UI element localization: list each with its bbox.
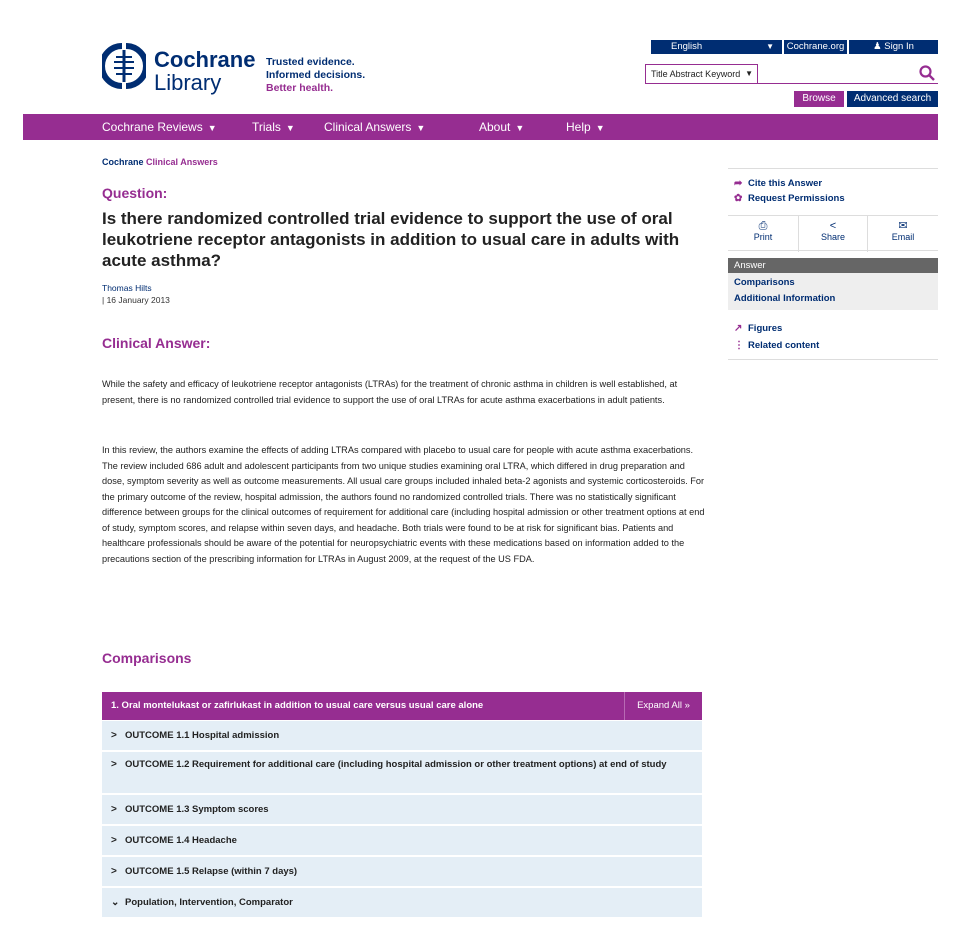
outcome-label: OUTCOME 1.1 Hospital admission — [125, 730, 280, 741]
clinical-answer-heading: Clinical Answer: — [102, 335, 211, 351]
language-selector[interactable] — [651, 40, 782, 54]
related-content-link[interactable] — [734, 340, 819, 351]
sidebar-section-nav — [728, 258, 938, 310]
sidebar-actions — [728, 215, 938, 251]
nav-label: Cochrane Reviews — [102, 120, 203, 134]
chevron-right-icon: > — [111, 804, 117, 815]
share-button[interactable] — [798, 216, 868, 252]
outcome-row-1-1[interactable] — [102, 721, 702, 751]
permissions-label: Request Permissions — [748, 193, 845, 204]
comparisons-heading: Comparisons — [102, 650, 192, 666]
sidebar-item-comparisons[interactable]: Comparisons — [734, 277, 795, 288]
print-label: Print — [753, 232, 773, 242]
browse-button[interactable]: Browse — [794, 91, 844, 107]
chevron-right-icon: > — [111, 866, 117, 877]
chevron-down-icon: ⌄ — [111, 897, 120, 908]
caret-down-icon: ▼ — [416, 123, 426, 133]
advanced-search-button[interactable]: Advanced search — [847, 91, 938, 107]
outcome-row-1-5[interactable] — [102, 857, 702, 887]
share-label: Share — [820, 232, 846, 242]
cochrane-logo-icon — [102, 42, 146, 90]
cochrane-org-link[interactable]: Cochrane.org ⧉ — [784, 40, 847, 54]
sign-in-label: Sign In — [884, 41, 914, 52]
outcome-label: Population, Intervention, Comparator — [125, 897, 293, 908]
email-label: Email — [891, 232, 915, 242]
main-nav — [23, 114, 938, 140]
share-arrow-icon: ➦ — [734, 178, 743, 189]
nav-about[interactable] — [479, 114, 524, 140]
language-label: English — [671, 41, 703, 52]
figures-label: Figures — [748, 323, 783, 334]
question-label: Question: — [102, 185, 168, 201]
outcome-label: OUTCOME 1.2 Requirement for additional care (including hospital admission or other treatment options) at end of study — [125, 759, 667, 770]
permissions-icon: ✿ — [734, 193, 743, 204]
cite-this-answer-link[interactable] — [734, 178, 822, 189]
nav-help[interactable] — [566, 114, 605, 140]
sign-in-link[interactable] — [849, 40, 938, 54]
chevron-right-icon: > — [111, 835, 117, 846]
search-type-label: Title Abstract Keyword — [651, 69, 741, 79]
chevron-right-icon: > — [111, 730, 117, 741]
related-label: Related content — [748, 340, 820, 351]
logo-wordmark: Cochrane Library — [154, 47, 256, 95]
caret-down-icon: ▼ — [595, 123, 605, 133]
outcome-label: OUTCOME 1.3 Symptom scores — [125, 804, 269, 815]
publish-date: | 16 January 2013 — [102, 295, 170, 305]
search-icon[interactable] — [918, 64, 936, 82]
tagline-line-2: Informed decisions. — [266, 69, 366, 81]
chevron-right-icon: > — [111, 759, 117, 770]
nav-label: Help — [566, 120, 591, 134]
breadcrumb-part-2: Clinical Answers — [146, 157, 218, 167]
nav-cochrane-reviews[interactable] — [102, 114, 217, 140]
outcome-row-1-4[interactable] — [102, 826, 702, 856]
outcome-label: OUTCOME 1.4 Headache — [125, 835, 237, 846]
nav-label: Clinical Answers — [324, 120, 412, 134]
sidebar-panel — [728, 168, 938, 360]
outcome-row-1-3[interactable] — [102, 795, 702, 825]
request-permissions-link[interactable] — [734, 193, 845, 204]
tagline-line-1: Trusted evidence. — [266, 56, 355, 68]
chart-line-icon: ↗ — [734, 323, 743, 334]
answer-paragraph-2: In this review, the authors examine the effects of adding LTRAs compared with placebo to usual care for people with acute asthma exacerbations. The review included 686 adult and adolescent participants from two unique studies examining oral LTRA, which differed in drug preparation and dose, symptom severity as well as outcome measurements. All usual care groups included inhaled beta-2 agonists and systemic corticosteroids. For the primary outcome of the review, hospital admission, the authors found no randomized controlled trials. There was no statistically significant difference between groups for the clinical outcomes of requirement for additional care (including hospital admission or other treatment options at end of study, symptom scores, and relapse within seven days, and headache. Both trials were found to be at risk for significant bias. Patients and healthcare professionals should be aware of the potential for neuropsychiatric events with these medications based on information added to the precautions section of the prescribing information for LTRAs in August 2009, at the request of the US FDA. — [102, 445, 705, 564]
user-icon: ♟ — [873, 41, 882, 52]
tagline-line-3: Better health. — [266, 82, 334, 94]
related-content-icon: ⋮ — [734, 340, 744, 351]
share-icon: < — [829, 220, 837, 232]
search-type-select[interactable] — [645, 64, 758, 84]
sidebar-item-additional-information[interactable]: Additional Information — [734, 293, 836, 304]
author-link[interactable]: Thomas Hilts — [102, 283, 152, 293]
outcome-row-1-2[interactable] — [102, 752, 702, 794]
page-title: Is there randomized controlled trial evidence to support the use of oral leukotriene receptor antagonists in addition to usual care in adults with acute asthma? — [102, 209, 680, 270]
comparison-title: 1. Oral montelukast or zafirlukast in addition to usual care versus usual care alone — [111, 700, 484, 711]
nav-clinical-answers[interactable] — [324, 114, 425, 140]
caret-down-icon: ▼ — [515, 123, 525, 133]
outcome-label: OUTCOME 1.5 Relapse (within 7 days) — [125, 866, 298, 877]
cochrane-library-logo[interactable] — [102, 42, 256, 102]
email-icon: ✉ — [898, 220, 908, 232]
search-input[interactable] — [758, 64, 938, 84]
print-button[interactable] — [728, 216, 798, 252]
sidebar-item-answer[interactable]: Answer — [728, 258, 938, 273]
nav-trials[interactable] — [252, 114, 295, 140]
caret-down-icon: ▼ — [766, 42, 774, 51]
comparison-header — [102, 692, 702, 720]
print-icon: ⎙ — [758, 220, 768, 232]
figures-link[interactable] — [734, 323, 782, 334]
caret-down-icon: ▼ — [745, 69, 753, 78]
nav-label: Trials — [252, 120, 281, 134]
nav-label: About — [479, 120, 511, 134]
email-button[interactable] — [868, 216, 938, 252]
caret-down-icon: ▼ — [207, 123, 217, 133]
breadcrumb-part-1: Cochrane — [102, 157, 144, 167]
caret-down-icon: ▼ — [285, 123, 295, 133]
tagline — [266, 56, 365, 95]
breadcrumb[interactable] — [102, 157, 218, 167]
answer-paragraph-1: While the safety and efficacy of leukotriene receptor antagonists (LTRAs) for the treatment of chronic asthma in children is well established, at present, there is no randomized controlled trial evidence to support the use of oral LTRAs for acute asthma exacerbations in adult patients. — [102, 379, 678, 405]
expand-all-button[interactable]: Expand All » — [624, 692, 702, 720]
cite-label: Cite this Answer — [748, 178, 823, 189]
population-intervention-comparator-row[interactable] — [102, 888, 702, 918]
